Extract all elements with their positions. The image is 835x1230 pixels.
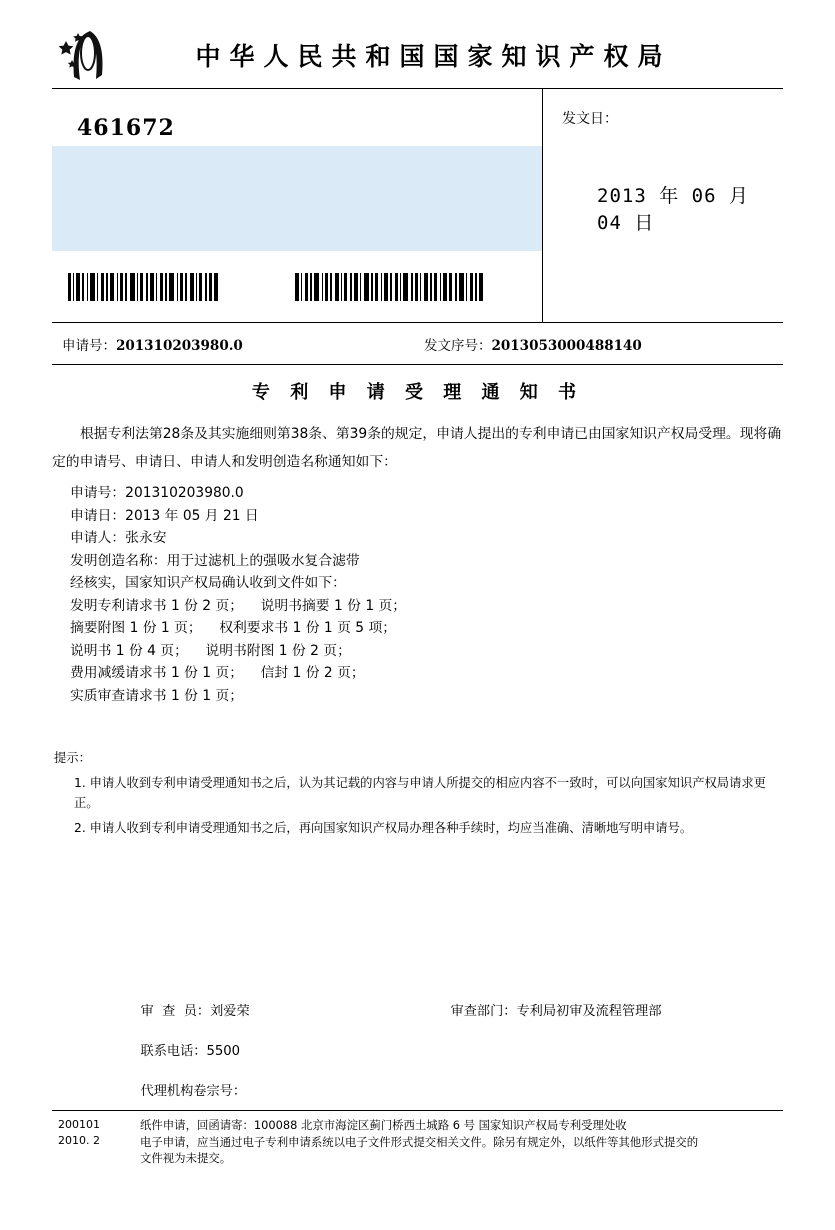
phone-label: 联系电话： [140, 1044, 207, 1059]
phone-value: 5500 [206, 1044, 241, 1059]
emblem-svg [52, 27, 124, 83]
top-block-bottom-divider [52, 322, 783, 323]
barcode-area [62, 273, 532, 301]
numbers-row-divider [52, 364, 783, 365]
agency-row [52, 1065, 783, 1105]
examiner-row [52, 985, 783, 1025]
footer-lines [140, 1117, 780, 1167]
document-header [52, 26, 783, 84]
field-line: 费用减缓请求书 1 份 1 页； 信封 1 份 2 页； [70, 665, 365, 681]
footer-code-2: 2010. 2 [58, 1134, 100, 1147]
footer-line-2: 电子申请，应当通过电子专利申请系统以电子文件形式提交相关文件。除另有规定外，以纸件等其他形式提交的 [140, 1134, 699, 1149]
agency-field [107, 1065, 246, 1114]
dispatch-no-value: 2013053000488140 [491, 338, 642, 354]
field-line: 发明专利请求书 1 份 2 页； 说明书摘要 1 份 1 页； [70, 597, 407, 614]
address-redaction-box [52, 146, 542, 251]
issue-date-value: 2013 年 06 月 04 日 [597, 185, 749, 234]
barcode-serial [295, 273, 525, 301]
field-line: 申请人：张永安 [70, 530, 167, 546]
field-line: 发明创造名称：用于过滤机上的强吸水复合滤带 [70, 552, 360, 569]
department-label: 审查部门： [450, 1004, 517, 1019]
department-value: 专利局初审及流程管理部 [516, 1004, 662, 1019]
field-line: 实质审查请求书 1 份 1 页； [70, 687, 244, 704]
notes-section [52, 748, 783, 838]
examiner-label: 审 查 员： [140, 1004, 211, 1019]
top-info-block [52, 88, 783, 322]
field-line: 摘要附图 1 份 1 页； 权利要求书 1 份 1 页 5 项； [70, 620, 397, 636]
footer-codes [58, 1117, 100, 1149]
body-paragraph: 根据专利法第28条及其实施细则第38条、第39条的规定，申请人提出的专利申请已由国家知识产权局受理。现将确定的申请号、申请日、申请人和发明创造名称通知如下： [52, 426, 782, 470]
numbers-row [52, 332, 783, 360]
application-no-label: 申请号： [62, 338, 116, 354]
signature-block [52, 985, 783, 1105]
examiner-value: 刘爱荣 [210, 1004, 250, 1019]
footer-line-1: 纸件申请，回函请寄：100088 北京市海淀区蓟门桥西土城路 6 号 国家知识产权局专利受理处收 [140, 1118, 627, 1132]
organization-title: 中华人民共和国国家知识产权局 [195, 42, 672, 71]
issue-date-label: 发文日： [562, 111, 618, 127]
barcode-application [68, 273, 260, 301]
dispatch-no-label: 发文序号： [424, 338, 492, 354]
note-item: 2. 申请人收到专利申请受理通知书之后，再向国家知识产权局办理各种手续时，均应当准确、清晰地写明申请号。 [74, 821, 693, 835]
page-title: 专 利 申 请 受 理 通 知 书 [251, 382, 584, 403]
field-line: 说明书 1 份 4 页； 说明书附图 1 份 2 页； [70, 642, 351, 659]
application-number-large: 461672 [77, 115, 175, 141]
footer-line-3: 文件视为未提交。 [140, 1151, 232, 1165]
cnipa-emblem-logo [52, 27, 124, 83]
footer-divider [52, 1110, 783, 1111]
top-block-vertical-divider [542, 88, 543, 322]
footer-code-1: 200101 [58, 1118, 100, 1131]
field-line: 申请日：2013 年 05 月 21 日 [70, 507, 259, 524]
field-line: 申请号：201310203980.0 [70, 485, 244, 501]
agency-label: 代理机构卷宗号： [140, 1084, 247, 1099]
notes-title: 提示： [54, 751, 91, 765]
fields-list [52, 482, 783, 707]
phone-row [52, 1025, 783, 1065]
note-item: 1. 申请人收到专利申请受理通知书之后，认为其记载的内容与申请人所提交的相应内容不一致时，可以向国家知识产权局请求更正。 [74, 776, 766, 810]
field-line: 经核实，国家知识产权局确认收到文件如下： [70, 575, 346, 591]
document-body [52, 420, 783, 707]
application-no-value: 201310203980.0 [116, 338, 243, 354]
